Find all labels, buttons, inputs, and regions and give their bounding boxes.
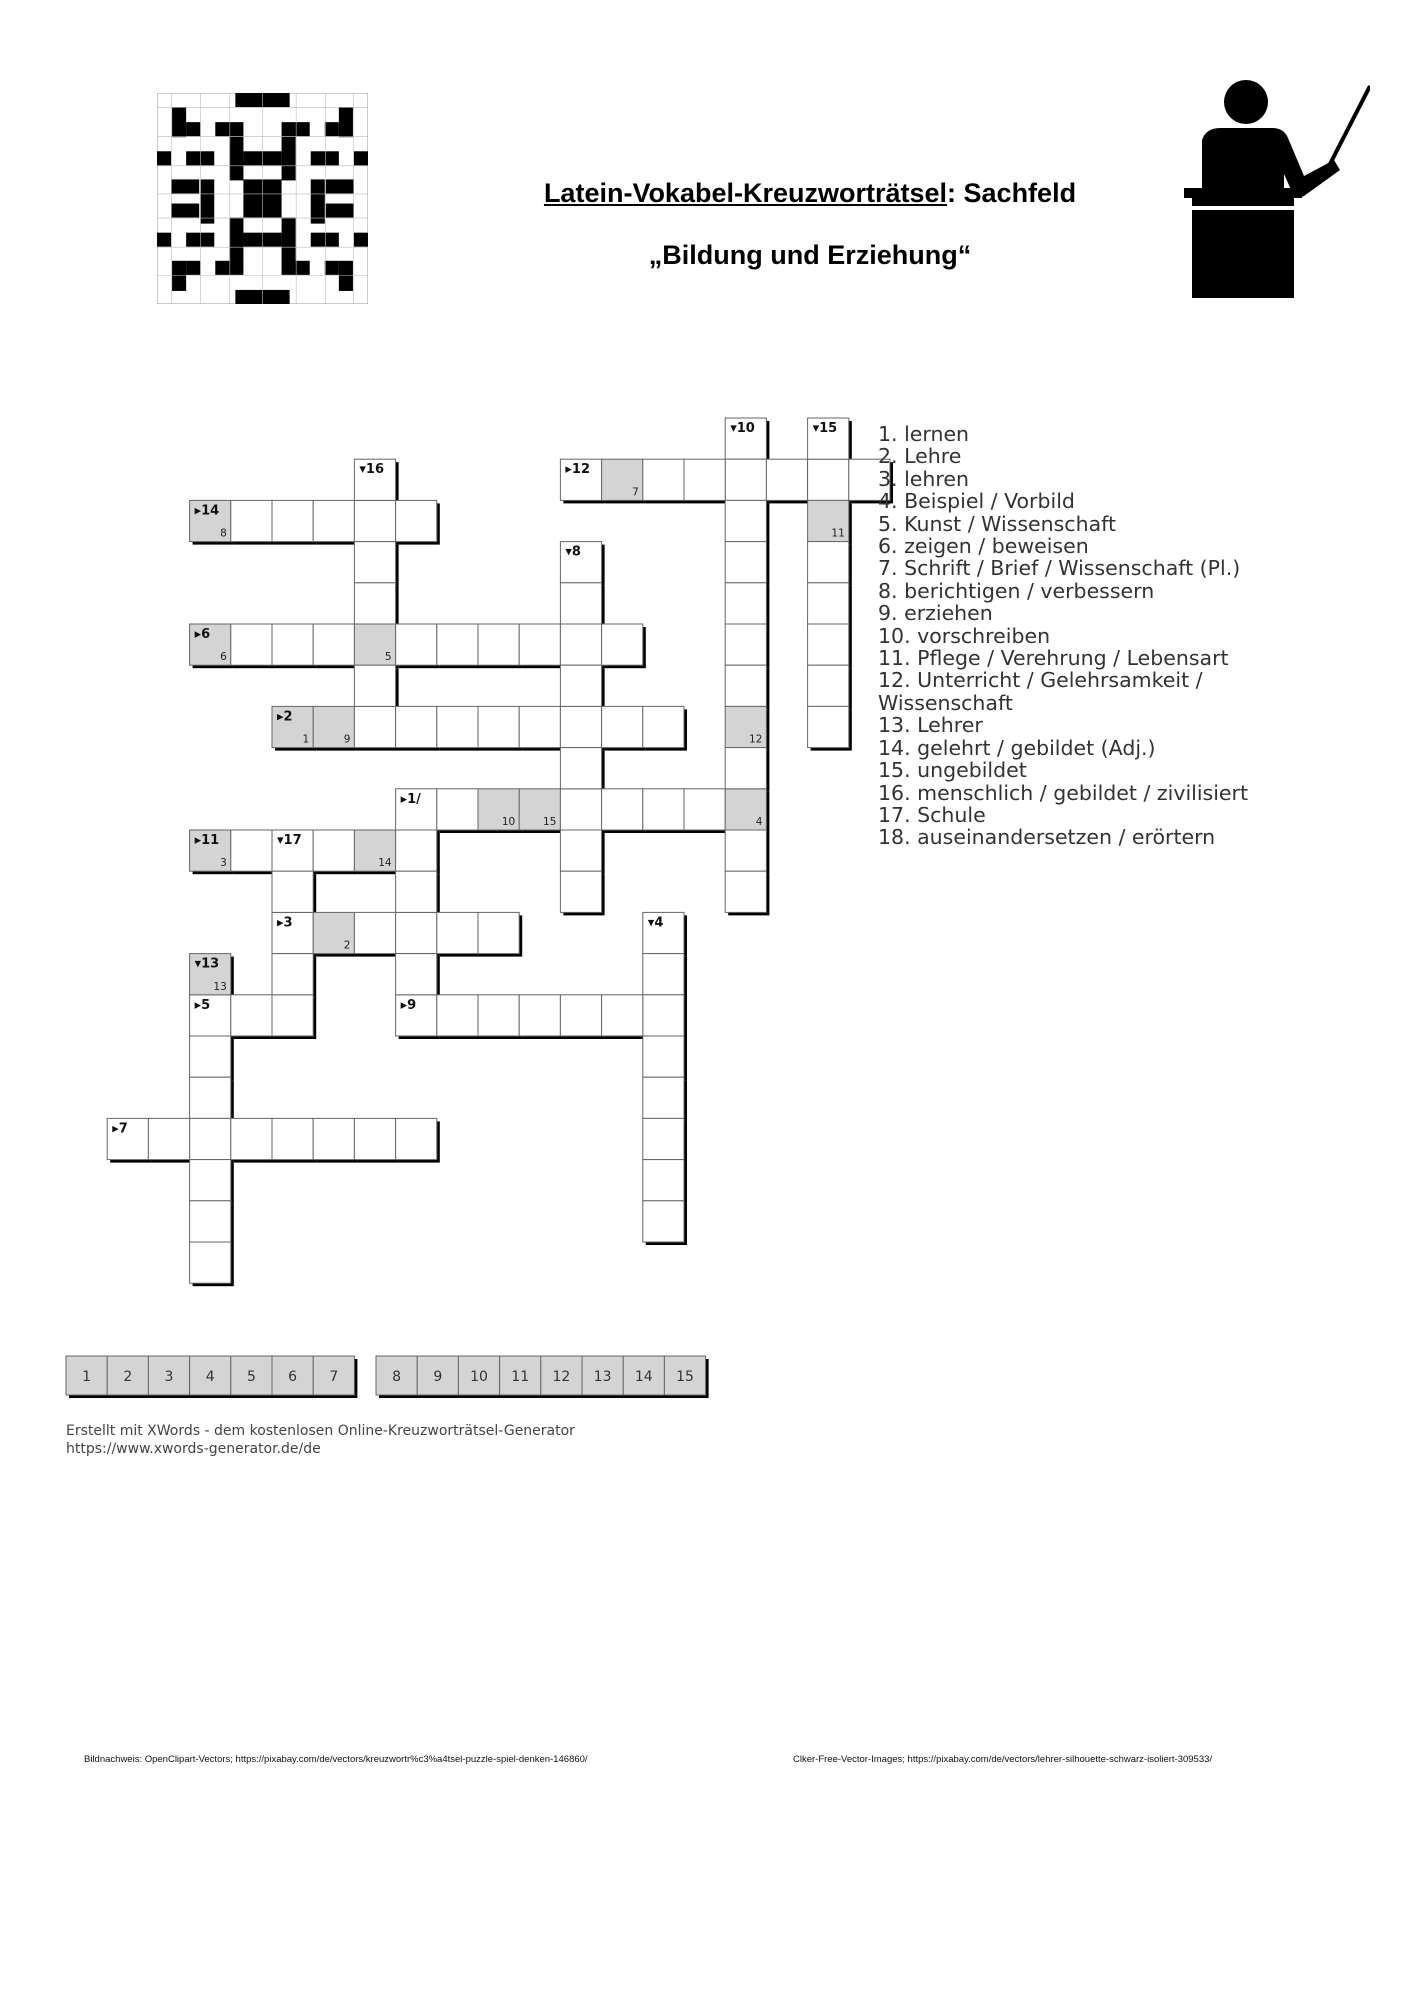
crossword-cell[interactable] [190,1036,231,1077]
solution-mark: 13 [213,980,227,993]
crossword-cell[interactable] [396,706,437,747]
solution-box-number: 5 [246,1369,256,1385]
solution-mark: 11 [831,527,845,540]
solution-mark: 4 [755,816,763,828]
crossword-cell[interactable] [643,954,684,995]
crossword-cell[interactable] [560,583,601,624]
solution-box-number: 9 [433,1369,443,1385]
crossword-cell[interactable] [437,624,478,665]
solution-mark: 1 [302,733,310,746]
clue-number: ▸5 [194,997,211,1013]
crossword-cell[interactable] [560,624,601,665]
crossword-cell[interactable] [602,624,643,665]
crossword-cell[interactable] [560,706,601,747]
clue-item: 3. lehren [878,466,969,491]
crossword-cell[interactable] [396,954,437,995]
crossword-cell[interactable] [396,500,437,541]
solution-box-number: 10 [470,1369,488,1385]
crossword-cell[interactable] [808,624,849,665]
clue-item: Wissenschaft [878,690,1013,715]
crossword-cell[interactable] [396,624,437,665]
clue-item: 10. vorschreiben [878,623,1051,648]
crossword-cell[interactable] [354,1118,395,1159]
crossword-cell[interactable] [231,1118,272,1159]
clue-number: ▸6 [194,627,211,642]
crossword-cell[interactable] [272,624,313,665]
crossword-cell[interactable] [231,830,272,871]
clue-number: ▾8 [565,544,581,560]
crossword-cell[interactable] [354,500,395,541]
crossword-cell[interactable] [725,624,766,665]
clue-list [878,423,1338,849]
crossword-cell[interactable] [313,1118,354,1159]
clue-item: 1. lernen [878,422,970,446]
title-underlined: Latein-Vokabel-Kreuzworträtsel [543,178,948,208]
crossword-cell[interactable] [643,1201,684,1242]
solution-box-number: 4 [205,1369,215,1385]
clue-item: 15. ungebildet [878,758,1027,783]
clue-number: ▸3 [277,915,293,931]
crossword-cell[interactable] [272,500,313,541]
crossword-cell[interactable] [725,871,766,912]
crossword-cell[interactable] [396,1118,437,1159]
generator-url: https://www.xwords-generator.de/de [66,1441,321,1457]
image-credit-left: Bildnachweis: OpenClipart-Vectors; https://pixabay.com/de/vectors/kreuzwortr%c3%a4tsel-puzzle-spiel-denken-146860/ [84,1754,588,1765]
crossword-cell[interactable] [808,665,849,706]
crossword-cell[interactable] [560,871,601,912]
solution-box-number: 3 [164,1369,174,1385]
page-subtitle: „Bildung und Erziehung“ [648,240,972,270]
crossword-cell[interactable] [643,789,684,830]
crossword-cell[interactable] [519,995,560,1036]
crossword-cell[interactable] [643,459,684,500]
crossword-cell[interactable] [643,1118,684,1159]
clue-item: 17. Schule [878,802,986,827]
crossword-cell[interactable] [725,542,766,583]
crossword-cell[interactable] [478,995,519,1036]
crossword-cell[interactable] [272,995,313,1036]
crossword-cell[interactable] [560,830,601,871]
crossword-cell[interactable] [643,1077,684,1118]
crossword-cell[interactable] [354,665,395,706]
solution-mark: 6 [220,651,227,664]
clue-item: 7. Schrift / Brief / Wissenschaft (Pl.) [878,556,1241,581]
solution-mark: 9 [343,733,351,746]
solution-box-number: 1 [82,1369,92,1385]
solution-box-number: 6 [288,1369,298,1385]
crossword-cell[interactable] [684,459,725,500]
clue-number: ▾16 [359,462,385,478]
crossword-cell[interactable] [602,995,643,1036]
crossword-cell[interactable] [725,500,766,541]
clue-number: ▾17 [277,833,302,848]
crossword-cell[interactable] [354,912,395,953]
crossword-cell[interactable] [808,583,849,624]
solution-mark: 8 [220,527,227,540]
crossword-cell[interactable] [519,624,560,665]
clue-item: 5. Kunst / Wissenschaft [878,511,1117,536]
crossword-cell[interactable] [766,459,807,500]
solution-box-number: 8 [392,1369,402,1385]
clue-item: 16. menschlich / gebildet / zivilisiert [878,780,1248,805]
crossword-cell[interactable] [478,624,519,665]
solution-box-number: 12 [552,1369,571,1385]
crossword-cell[interactable] [602,706,643,747]
crossword-cell[interactable] [437,912,478,953]
clue-item: 14. gelehrt / gebildet (Adj.) [878,735,1156,760]
solution-mark: 12 [749,733,763,746]
crossword-cell[interactable] [560,789,601,830]
crossword-cell[interactable] [808,542,849,583]
solution-mark: 14 [378,857,392,870]
solution-mark: 3 [220,857,227,870]
crossword-cell[interactable] [808,706,849,747]
clue-item: 18. auseinandersetzen / erörtern [878,825,1216,850]
crossword-cell[interactable] [313,624,354,665]
solution-mark: 15 [543,816,557,828]
clue-item: 6. zeigen / beweisen [878,534,1089,559]
crossword-cell[interactable] [437,789,478,830]
crossword-cell[interactable] [725,748,766,789]
solution-box-number: 2 [123,1369,133,1385]
crossword-cell[interactable] [354,542,395,583]
clue-number: ▾10 [730,421,755,436]
clue-number: ▸2 [277,709,293,725]
crossword-cell[interactable] [437,995,478,1036]
crossword-cell[interactable] [437,706,478,747]
crossword-cell[interactable] [396,830,437,871]
clue-number: ▸12 [565,462,591,478]
clue-item: 8. berichtigen / verbessern [878,578,1155,603]
crossword-cell[interactable] [148,1118,189,1159]
crossword-cell[interactable] [190,1242,231,1283]
crossword-cell[interactable] [231,624,272,665]
crossword-cell[interactable] [560,748,601,789]
solution-box-number: 7 [329,1369,339,1385]
solution-box-number: 14 [634,1369,653,1385]
crossword-cell[interactable] [231,995,272,1036]
clue-item: 12. Unterricht / Gelehrsamkeit / [878,668,1203,693]
clue-item: 2. Lehre [878,444,962,469]
crossword-cell[interactable] [643,1160,684,1201]
crossword-cell[interactable] [313,500,354,541]
clue-item: 13. Lehrer [878,713,983,738]
crossword-cell[interactable] [396,871,437,912]
crossword-cell[interactable] [272,871,313,912]
solution-mark: 2 [343,939,351,952]
crossword-cell[interactable] [725,583,766,624]
crossword-cell[interactable] [478,912,519,953]
solution-mark: 10 [501,816,516,828]
crossword-cell[interactable] [560,665,601,706]
crossword-cell[interactable] [231,500,272,541]
solution-box-number: 15 [676,1369,694,1385]
crossword-cell[interactable] [808,459,849,500]
clue-number: ▾4 [647,915,664,931]
solution-mark: 5 [384,651,392,664]
clue-number: ▸9 [400,997,417,1013]
solution-box-number: 13 [593,1369,612,1385]
title-rest: : Sachfeld [947,178,1077,208]
solution-mark: 7 [632,486,639,499]
crossword-cell[interactable] [725,459,766,500]
crossword-cell[interactable] [560,995,601,1036]
crossword-cell[interactable] [643,706,684,747]
clue-number: ▸1/ [400,791,421,807]
crossword-cell[interactable] [478,706,519,747]
crossword-cell[interactable] [725,830,766,871]
clue-number: ▸7 [112,1121,128,1137]
crossword-cell[interactable] [272,1118,313,1159]
clue-number: ▸11 [194,833,220,848]
clue-item: 9. erziehen [878,601,993,626]
crossword-cell[interactable] [190,1201,231,1242]
crossword-cell[interactable] [272,954,313,995]
crossword-cell[interactable] [684,789,725,830]
crossword-cell[interactable] [190,1160,231,1201]
crossword-cell[interactable] [313,830,354,871]
crossword-cell[interactable] [190,1118,231,1159]
generator-credit: Erstellt mit XWords - dem kostenlosen Online-Kreuzworträtsel-Generator [66,1423,575,1439]
crossword-cell[interactable] [643,1036,684,1077]
clue-number: ▾15 [812,421,838,436]
crossword-cell[interactable] [396,912,437,953]
solution-box-number: 11 [511,1369,530,1385]
image-credit-right: Clker-Free-Vector-Images; https://pixabay.com/de/vectors/lehrer-silhouette-schwarz-isoliert-309533/ [793,1754,1213,1765]
crossword-cell[interactable] [643,995,684,1036]
clue-number: ▾13 [194,956,220,972]
crossword-cell[interactable] [354,583,395,624]
clue-item: 4. Beispiel / Vorbild [878,489,1075,514]
clue-number: ▸14 [194,503,220,519]
crossword-cell[interactable] [519,706,560,747]
crossword-cell[interactable] [725,665,766,706]
crossword-cell[interactable] [354,706,395,747]
clue-item: 11. Pflege / Verehrung / Lebensart [878,646,1229,671]
crossword-cell[interactable] [190,1077,231,1118]
crossword-cell[interactable] [602,789,643,830]
